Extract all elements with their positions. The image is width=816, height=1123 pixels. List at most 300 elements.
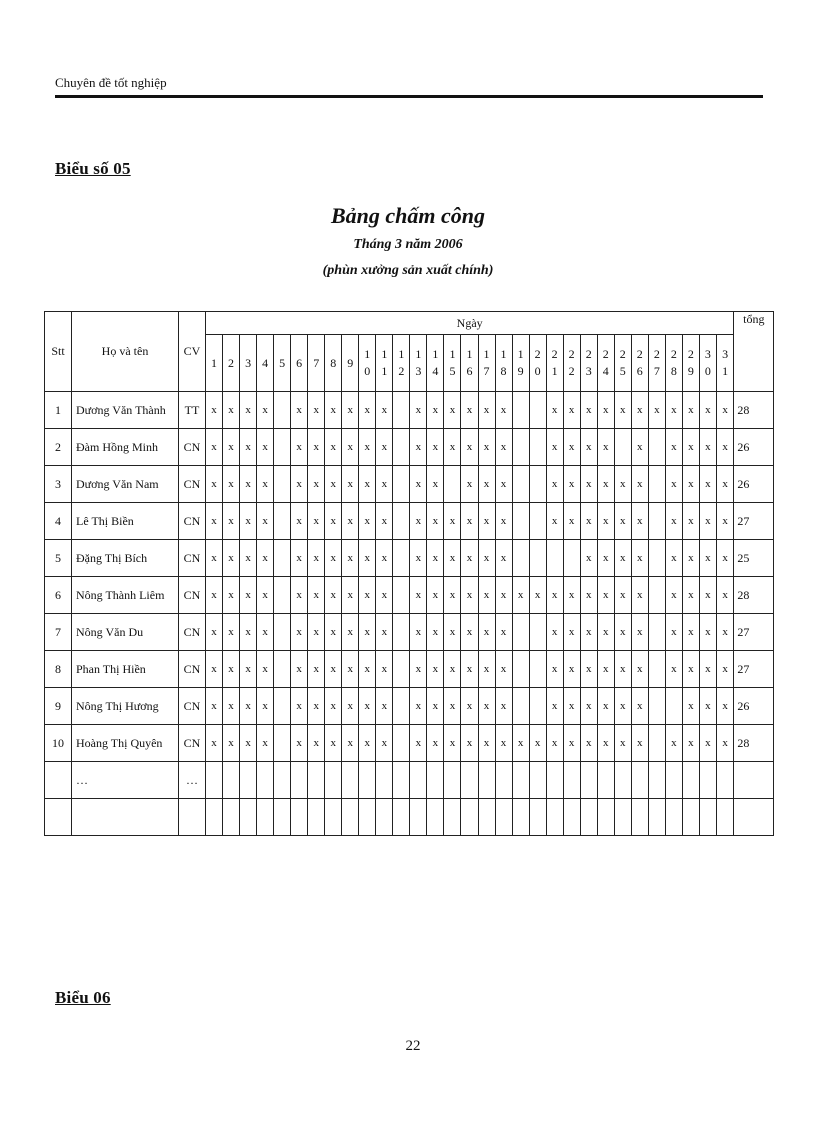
attendance-mark <box>274 614 291 651</box>
attendance-mark: x <box>461 540 478 577</box>
attendance-mark <box>206 799 223 836</box>
day-number-header: 2 5 <box>614 335 631 392</box>
attendance-mark: x <box>563 614 580 651</box>
table-row <box>45 651 774 688</box>
table-row <box>45 762 774 799</box>
attendance-mark: x <box>257 577 274 614</box>
table-row <box>45 577 774 614</box>
attendance-mark: x <box>257 503 274 540</box>
day-number-header: 2 6 <box>631 335 648 392</box>
row-position: TT <box>179 392 206 429</box>
attendance-mark: x <box>291 429 308 466</box>
section-label-06: Biểu 06 <box>55 988 111 1007</box>
day-number-header: 3 <box>240 335 257 392</box>
attendance-mark <box>274 577 291 614</box>
attendance-mark: x <box>240 688 257 725</box>
attendance-mark: x <box>240 466 257 503</box>
day-number-header: 8 <box>325 335 342 392</box>
row-employee-name: Dương Văn Nam <box>72 466 179 503</box>
attendance-mark: x <box>291 466 308 503</box>
attendance-mark <box>274 429 291 466</box>
attendance-mark: x <box>359 429 376 466</box>
attendance-mark <box>274 466 291 503</box>
attendance-mark: x <box>444 577 461 614</box>
attendance-mark: x <box>716 614 733 651</box>
attendance-mark <box>682 799 699 836</box>
attendance-mark: x <box>308 688 325 725</box>
attendance-mark: x <box>597 614 614 651</box>
attendance-mark: x <box>342 688 359 725</box>
attendance-mark: x <box>206 688 223 725</box>
attendance-mark: x <box>359 614 376 651</box>
attendance-mark <box>529 392 546 429</box>
day-number-header: 1 0 <box>359 335 376 392</box>
day-number-header: 1 4 <box>427 335 444 392</box>
row-total: 26 <box>734 466 774 503</box>
attendance-mark <box>274 762 291 799</box>
attendance-mark: x <box>410 614 427 651</box>
attendance-mark: x <box>359 688 376 725</box>
attendance-mark: x <box>240 651 257 688</box>
attendance-mark: x <box>699 577 716 614</box>
day-number-header: 2 <box>223 335 240 392</box>
row-stt: 2 <box>45 429 72 466</box>
attendance-mark <box>665 762 682 799</box>
table-row <box>45 540 774 577</box>
attendance-mark: x <box>580 503 597 540</box>
attendance-mark: x <box>376 466 393 503</box>
attendance-mark <box>614 799 631 836</box>
day-number-header: 1 <box>206 335 223 392</box>
attendance-mark: x <box>597 540 614 577</box>
attendance-mark: x <box>342 577 359 614</box>
attendance-mark: x <box>614 540 631 577</box>
attendance-mark: x <box>308 651 325 688</box>
table-row <box>45 503 774 540</box>
attendance-mark <box>512 762 529 799</box>
attendance-mark <box>512 799 529 836</box>
attendance-mark: x <box>478 577 495 614</box>
attendance-mark: x <box>478 688 495 725</box>
attendance-mark: x <box>614 614 631 651</box>
attendance-mark <box>529 540 546 577</box>
attendance-mark <box>240 799 257 836</box>
attendance-mark: x <box>223 725 240 762</box>
attendance-mark: x <box>699 688 716 725</box>
attendance-mark <box>478 762 495 799</box>
attendance-mark <box>529 799 546 836</box>
day-number-header: 2 7 <box>648 335 665 392</box>
attendance-mark: x <box>563 392 580 429</box>
attendance-table <box>44 311 774 836</box>
row-position: CN <box>179 429 206 466</box>
attendance-mark: x <box>529 725 546 762</box>
attendance-mark: x <box>308 503 325 540</box>
table-row <box>45 392 774 429</box>
attendance-mark: x <box>240 577 257 614</box>
attendance-mark <box>427 799 444 836</box>
attendance-mark: x <box>410 466 427 503</box>
attendance-mark: x <box>495 540 512 577</box>
attendance-mark <box>223 799 240 836</box>
attendance-mark: x <box>495 651 512 688</box>
attendance-mark: x <box>427 614 444 651</box>
attendance-mark: x <box>631 466 648 503</box>
attendance-mark: x <box>563 725 580 762</box>
attendance-mark: x <box>682 614 699 651</box>
column-header-day: Ngày <box>206 312 734 335</box>
attendance-mark <box>631 762 648 799</box>
attendance-mark <box>648 799 665 836</box>
attendance-mark: x <box>410 651 427 688</box>
attendance-mark: x <box>614 503 631 540</box>
attendance-mark <box>206 762 223 799</box>
attendance-mark: x <box>427 392 444 429</box>
attendance-mark: x <box>597 651 614 688</box>
row-total: 27 <box>734 651 774 688</box>
attendance-mark: x <box>325 688 342 725</box>
attendance-mark: x <box>631 725 648 762</box>
attendance-mark: x <box>580 540 597 577</box>
attendance-mark <box>393 466 410 503</box>
attendance-mark: x <box>699 466 716 503</box>
attendance-mark <box>546 799 563 836</box>
attendance-mark: x <box>461 577 478 614</box>
row-employee-name: Phan Thị Hiền <box>72 651 179 688</box>
attendance-mark: x <box>580 577 597 614</box>
day-number-header: 6 <box>291 335 308 392</box>
attendance-mark: x <box>444 429 461 466</box>
attendance-mark: x <box>206 577 223 614</box>
attendance-mark: x <box>308 392 325 429</box>
row-employee-name: Nông Văn Du <box>72 614 179 651</box>
attendance-mark: x <box>359 392 376 429</box>
document-subtitle-workshop: (phùn xưởng sản xuất chính) <box>322 263 494 278</box>
attendance-mark <box>240 762 257 799</box>
attendance-mark <box>512 392 529 429</box>
attendance-mark: x <box>342 614 359 651</box>
attendance-mark: x <box>359 503 376 540</box>
attendance-mark: x <box>427 651 444 688</box>
table-row <box>45 725 774 762</box>
attendance-mark: x <box>376 688 393 725</box>
attendance-mark: x <box>257 466 274 503</box>
attendance-mark: x <box>478 651 495 688</box>
attendance-mark: x <box>240 725 257 762</box>
attendance-mark: x <box>716 503 733 540</box>
attendance-mark: x <box>410 540 427 577</box>
row-position: CN <box>179 466 206 503</box>
attendance-mark: x <box>291 614 308 651</box>
attendance-mark <box>529 503 546 540</box>
attendance-mark: x <box>427 466 444 503</box>
attendance-mark: x <box>461 429 478 466</box>
attendance-mark: x <box>478 614 495 651</box>
attendance-mark <box>393 429 410 466</box>
attendance-mark: x <box>495 503 512 540</box>
attendance-mark <box>529 688 546 725</box>
attendance-mark: x <box>223 392 240 429</box>
attendance-mark: x <box>240 540 257 577</box>
day-number-header: 2 2 <box>563 335 580 392</box>
attendance-mark: x <box>257 688 274 725</box>
attendance-mark: x <box>376 503 393 540</box>
attendance-mark: x <box>308 466 325 503</box>
row-position: CN <box>179 651 206 688</box>
attendance-mark <box>291 762 308 799</box>
table-row <box>45 466 774 503</box>
attendance-mark: x <box>342 429 359 466</box>
row-position: CN <box>179 725 206 762</box>
attendance-mark <box>665 799 682 836</box>
document-title: Bảng chấm công <box>330 203 486 228</box>
day-number-header: 2 3 <box>580 335 597 392</box>
attendance-mark: x <box>257 392 274 429</box>
attendance-mark: x <box>546 466 563 503</box>
attendance-mark <box>648 503 665 540</box>
attendance-mark: x <box>682 429 699 466</box>
row-total: 26 <box>734 688 774 725</box>
attendance-mark <box>716 799 733 836</box>
day-number-header: 1 3 <box>410 335 427 392</box>
attendance-mark: x <box>410 688 427 725</box>
row-employee-name: Lê Thị Biền <box>72 503 179 540</box>
attendance-mark <box>274 799 291 836</box>
attendance-mark: x <box>359 466 376 503</box>
row-stt: 8 <box>45 651 72 688</box>
row-stt: 9 <box>45 688 72 725</box>
attendance-mark: x <box>325 614 342 651</box>
attendance-mark <box>716 762 733 799</box>
attendance-mark: x <box>682 577 699 614</box>
attendance-mark: x <box>614 725 631 762</box>
attendance-mark: x <box>546 651 563 688</box>
header-rule <box>55 95 763 98</box>
attendance-mark <box>512 651 529 688</box>
attendance-mark: x <box>665 614 682 651</box>
attendance-mark: x <box>495 725 512 762</box>
table-row <box>45 429 774 466</box>
attendance-mark: x <box>308 540 325 577</box>
attendance-mark: x <box>325 503 342 540</box>
row-total: 28 <box>734 577 774 614</box>
attendance-mark: x <box>257 651 274 688</box>
attendance-mark: x <box>206 651 223 688</box>
attendance-mark: x <box>223 577 240 614</box>
attendance-mark: x <box>342 651 359 688</box>
attendance-mark: x <box>614 466 631 503</box>
attendance-mark: x <box>444 614 461 651</box>
attendance-mark <box>512 503 529 540</box>
attendance-mark: x <box>631 688 648 725</box>
attendance-mark: x <box>342 540 359 577</box>
attendance-mark <box>648 651 665 688</box>
attendance-mark: x <box>291 688 308 725</box>
attendance-mark: x <box>682 540 699 577</box>
attendance-mark: x <box>410 577 427 614</box>
row-employee-name: Đặng Thị Bích <box>72 540 179 577</box>
row-stt <box>45 762 72 799</box>
attendance-mark: x <box>257 429 274 466</box>
attendance-mark: x <box>699 429 716 466</box>
day-number-header: 3 1 <box>716 335 733 392</box>
attendance-mark: x <box>342 725 359 762</box>
attendance-mark <box>393 614 410 651</box>
attendance-mark: x <box>240 392 257 429</box>
attendance-mark <box>393 540 410 577</box>
attendance-mark <box>376 762 393 799</box>
attendance-mark: x <box>682 688 699 725</box>
attendance-mark: x <box>580 466 597 503</box>
attendance-mark <box>529 762 546 799</box>
attendance-mark: x <box>461 614 478 651</box>
row-stt: 3 <box>45 466 72 503</box>
row-employee-name: Hoàng Thị Quyên <box>72 725 179 762</box>
attendance-mark: x <box>427 429 444 466</box>
attendance-mark <box>393 577 410 614</box>
attendance-mark: x <box>495 392 512 429</box>
attendance-mark <box>529 429 546 466</box>
attendance-mark: x <box>257 725 274 762</box>
column-header-stt: Stt <box>45 312 72 392</box>
attendance-mark <box>648 614 665 651</box>
attendance-mark <box>393 651 410 688</box>
row-total <box>734 762 774 799</box>
attendance-mark: x <box>682 392 699 429</box>
attendance-mark: x <box>478 392 495 429</box>
attendance-mark: x <box>495 466 512 503</box>
attendance-mark: x <box>546 725 563 762</box>
attendance-mark: x <box>716 725 733 762</box>
day-number-header: 1 2 <box>393 335 410 392</box>
attendance-mark: x <box>580 688 597 725</box>
attendance-mark <box>648 688 665 725</box>
attendance-mark: x <box>563 503 580 540</box>
attendance-mark: x <box>291 577 308 614</box>
attendance-mark: x <box>223 466 240 503</box>
attendance-mark: x <box>716 466 733 503</box>
attendance-mark: x <box>699 725 716 762</box>
row-position: CN <box>179 614 206 651</box>
row-stt: 5 <box>45 540 72 577</box>
attendance-mark: x <box>563 429 580 466</box>
attendance-mark <box>444 762 461 799</box>
attendance-mark: x <box>631 429 648 466</box>
attendance-mark: x <box>376 429 393 466</box>
attendance-mark: x <box>444 503 461 540</box>
attendance-mark <box>529 651 546 688</box>
row-total <box>734 799 774 836</box>
attendance-mark: x <box>699 614 716 651</box>
attendance-mark <box>580 762 597 799</box>
attendance-mark <box>393 503 410 540</box>
attendance-mark <box>393 762 410 799</box>
attendance-mark: x <box>478 540 495 577</box>
attendance-mark: x <box>223 688 240 725</box>
attendance-mark: x <box>359 725 376 762</box>
day-number-header: 2 9 <box>682 335 699 392</box>
attendance-mark: x <box>614 651 631 688</box>
attendance-mark <box>648 540 665 577</box>
attendance-mark <box>597 762 614 799</box>
attendance-mark: x <box>716 429 733 466</box>
attendance-mark <box>274 503 291 540</box>
attendance-mark <box>274 725 291 762</box>
day-number-header: 1 5 <box>444 335 461 392</box>
attendance-mark: x <box>206 540 223 577</box>
row-employee-name: Đàm Hồng Minh <box>72 429 179 466</box>
attendance-mark: x <box>699 503 716 540</box>
attendance-mark: x <box>240 614 257 651</box>
day-number-header: 9 <box>342 335 359 392</box>
attendance-mark: x <box>359 577 376 614</box>
attendance-mark: x <box>682 725 699 762</box>
attendance-mark: x <box>427 540 444 577</box>
row-stt: 6 <box>45 577 72 614</box>
attendance-mark <box>274 651 291 688</box>
attendance-mark: x <box>444 688 461 725</box>
row-total: 28 <box>734 725 774 762</box>
attendance-mark <box>410 799 427 836</box>
attendance-mark: x <box>223 540 240 577</box>
row-stt: 4 <box>45 503 72 540</box>
attendance-mark <box>291 799 308 836</box>
day-number-header: 5 <box>274 335 291 392</box>
day-number-header: 1 9 <box>512 335 529 392</box>
attendance-mark <box>342 762 359 799</box>
attendance-mark <box>495 799 512 836</box>
row-employee-name: Nông Thị Hương <box>72 688 179 725</box>
day-number-header: 1 8 <box>495 335 512 392</box>
attendance-mark <box>274 392 291 429</box>
attendance-mark: x <box>597 466 614 503</box>
attendance-mark <box>597 799 614 836</box>
attendance-mark <box>546 540 563 577</box>
attendance-mark: x <box>444 540 461 577</box>
attendance-mark: x <box>546 614 563 651</box>
page-header: Chuyên đề tốt nghiệp <box>55 75 167 90</box>
attendance-mark: x <box>325 392 342 429</box>
row-employee-name <box>72 799 179 836</box>
row-stt <box>45 799 72 836</box>
attendance-mark: x <box>223 429 240 466</box>
attendance-mark: x <box>546 688 563 725</box>
day-number-header: 3 0 <box>699 335 716 392</box>
attendance-mark: x <box>308 429 325 466</box>
attendance-mark: x <box>580 725 597 762</box>
attendance-mark: x <box>308 577 325 614</box>
attendance-mark: x <box>546 392 563 429</box>
day-number-header: 7 <box>308 335 325 392</box>
row-position <box>179 799 206 836</box>
attendance-mark <box>648 725 665 762</box>
row-total: 27 <box>734 503 774 540</box>
attendance-mark: x <box>512 725 529 762</box>
attendance-mark <box>393 392 410 429</box>
attendance-mark <box>359 799 376 836</box>
attendance-mark: x <box>665 466 682 503</box>
attendance-mark: x <box>223 614 240 651</box>
attendance-mark: x <box>427 503 444 540</box>
attendance-mark: x <box>580 429 597 466</box>
row-total: 26 <box>734 429 774 466</box>
day-number-header: 2 1 <box>546 335 563 392</box>
attendance-mark: x <box>699 392 716 429</box>
attendance-mark: x <box>699 651 716 688</box>
attendance-mark: x <box>325 540 342 577</box>
attendance-mark: x <box>206 614 223 651</box>
attendance-mark: x <box>478 725 495 762</box>
